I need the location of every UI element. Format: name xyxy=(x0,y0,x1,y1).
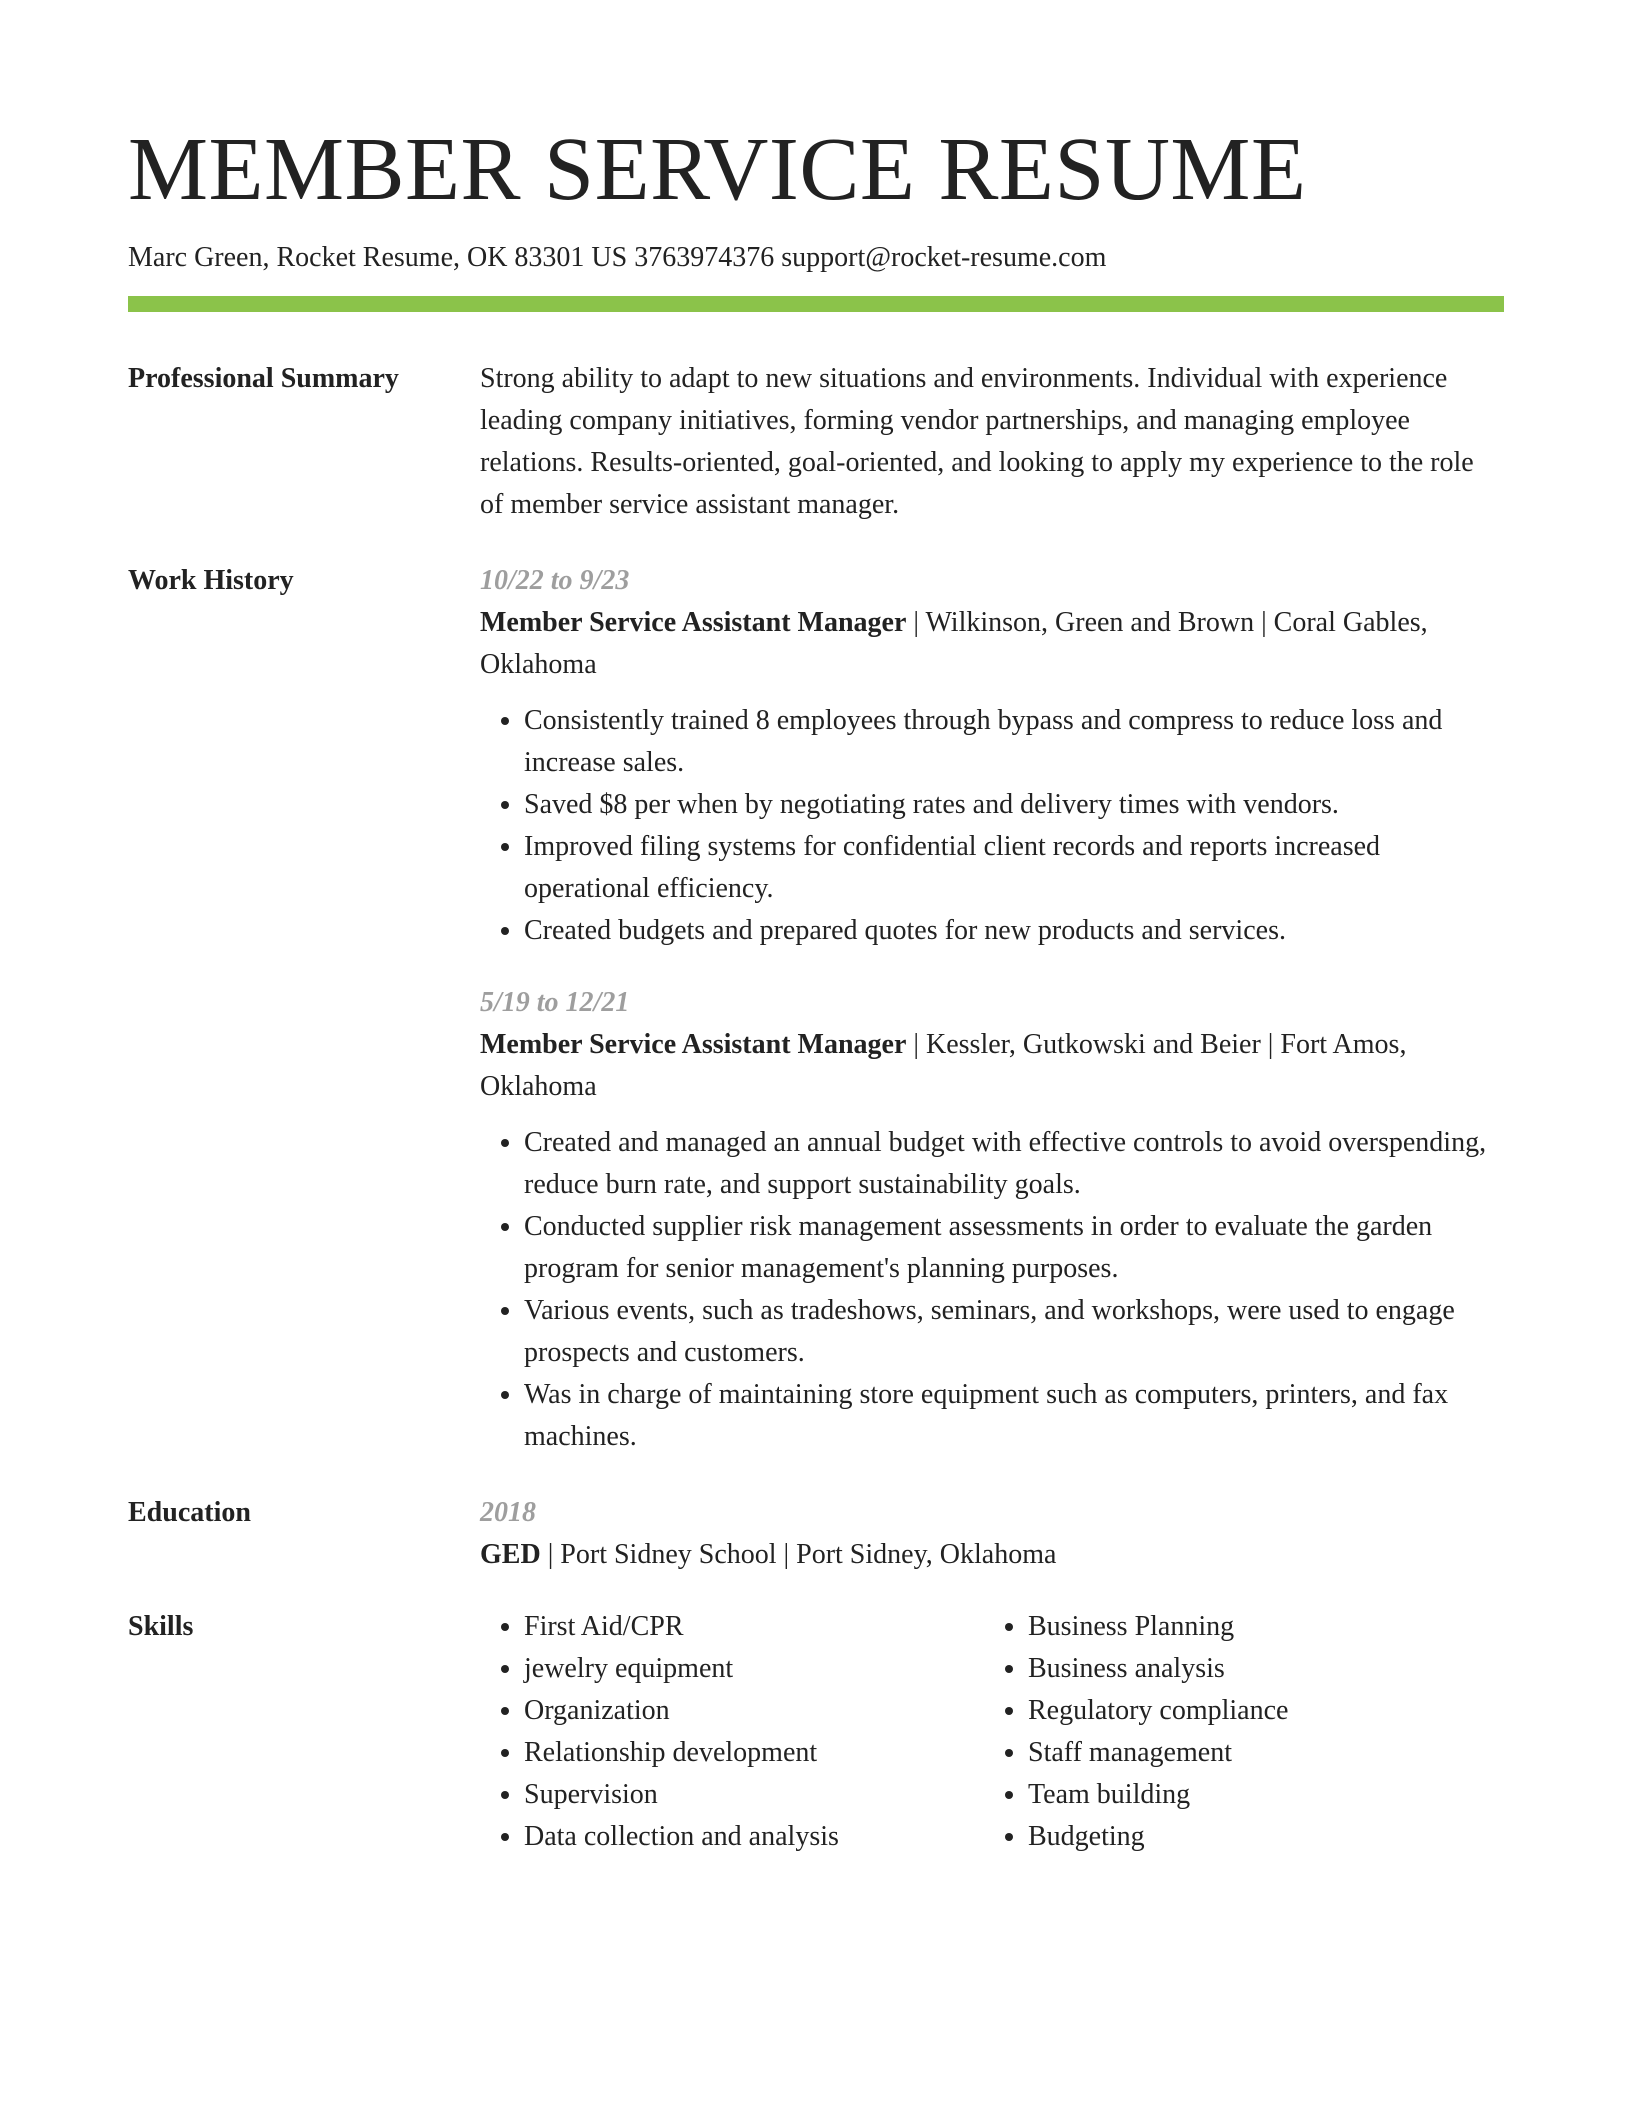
job-bullet: • Created budgets and prepared quotes for new products and services. xyxy=(524,910,1504,952)
skill-item: • Data collection and analysis xyxy=(524,1816,984,1858)
accent-divider xyxy=(128,296,1504,312)
summary-section xyxy=(128,358,1504,526)
skill-item: • Business analysis xyxy=(1028,1648,1488,1690)
skills-label: Skills xyxy=(128,1611,194,1642)
work-history-body xyxy=(480,560,1504,1458)
skill-item: • Supervision xyxy=(524,1774,984,1816)
work-history-section xyxy=(128,560,1504,1458)
skill-item: • jewelry equipment xyxy=(524,1648,984,1690)
job-bullet: • Saved $8 per when by negotiating rates and delivery times with vendors. xyxy=(524,784,1504,826)
job-entry xyxy=(480,982,1504,1458)
job-bullets xyxy=(480,700,1504,952)
skill-item: • Staff management xyxy=(1028,1732,1488,1774)
skill-item: • Organization xyxy=(524,1690,984,1732)
job-dates: 5/19 to 12/21 xyxy=(480,987,630,1018)
job-heading xyxy=(480,1024,1504,1108)
skills-body xyxy=(480,1606,1504,1858)
skills-columns xyxy=(480,1606,1504,1858)
job-entry xyxy=(480,560,1504,952)
education-degree: GED xyxy=(480,1539,541,1570)
skills-column-2 xyxy=(984,1606,1488,1858)
education-label: Education xyxy=(128,1497,251,1528)
skill-item: • Regulatory compliance xyxy=(1028,1690,1488,1732)
skill-item: • First Aid/CPR xyxy=(524,1606,984,1648)
job-title: Member Service Assistant Manager xyxy=(480,607,907,638)
job-employer-location: | Wilkinson, Green and Brown | Coral Gables, Oklahoma xyxy=(480,607,1428,680)
contact-line: Marc Green, Rocket Resume, OK 83301 US 3763974376 support@rocket-resume.com xyxy=(128,242,1107,273)
education-section xyxy=(128,1492,1504,1576)
skill-item: • Team building xyxy=(1028,1774,1488,1816)
job-bullet: • Was in charge of maintaining store equipment such as computers, printers, and fax machines. xyxy=(524,1374,1504,1458)
job-dates: 10/22 to 9/23 xyxy=(480,565,630,596)
skill-item: • Relationship development xyxy=(524,1732,984,1774)
education-heading xyxy=(480,1534,1504,1576)
skill-item: • Business Planning xyxy=(1028,1606,1488,1648)
job-bullet: • Consistently trained 8 employees through bypass and compress to reduce loss and increase sales. xyxy=(524,700,1504,784)
job-employer-location: | Kessler, Gutkowski and Beier | Fort Amos, Oklahoma xyxy=(480,1029,1407,1102)
work-history-label: Work History xyxy=(128,565,294,596)
job-bullets xyxy=(480,1122,1504,1458)
education-year: 2018 xyxy=(480,1497,536,1528)
education-school-location: | Port Sidney School | Port Sidney, Oklahoma xyxy=(540,1539,1057,1570)
summary-label: Professional Summary xyxy=(128,363,399,394)
skill-item: • Budgeting xyxy=(1028,1816,1488,1858)
education-body xyxy=(480,1492,1504,1576)
skills-column-1 xyxy=(480,1606,984,1858)
skills-section xyxy=(128,1606,1504,1858)
job-bullet: • Created and managed an annual budget with effective controls to avoid overspending, reduce burn rate, and support sustainability goals. xyxy=(524,1122,1504,1206)
summary-text: Strong ability to adapt to new situations and environments. Individual with experience leading company initiatives, forming vendor partnerships, and managing employee relations. Results-oriented, goal-oriented, and looking to apply my experience to the role of member service assistant manager. xyxy=(480,363,1474,520)
job-bullet: • Various events, such as tradeshows, seminars, and workshops, were used to engage prospects and customers. xyxy=(524,1290,1504,1374)
resume-title: MEMBER SERVICE RESUME xyxy=(128,120,1307,219)
job-bullet: • Improved filing systems for confidential client records and reports increased operational efficiency. xyxy=(524,826,1504,910)
job-title: Member Service Assistant Manager xyxy=(480,1029,907,1060)
job-heading xyxy=(480,602,1504,686)
job-bullet: • Conducted supplier risk management assessments in order to evaluate the garden program for senior management's planning purposes. xyxy=(524,1206,1504,1290)
